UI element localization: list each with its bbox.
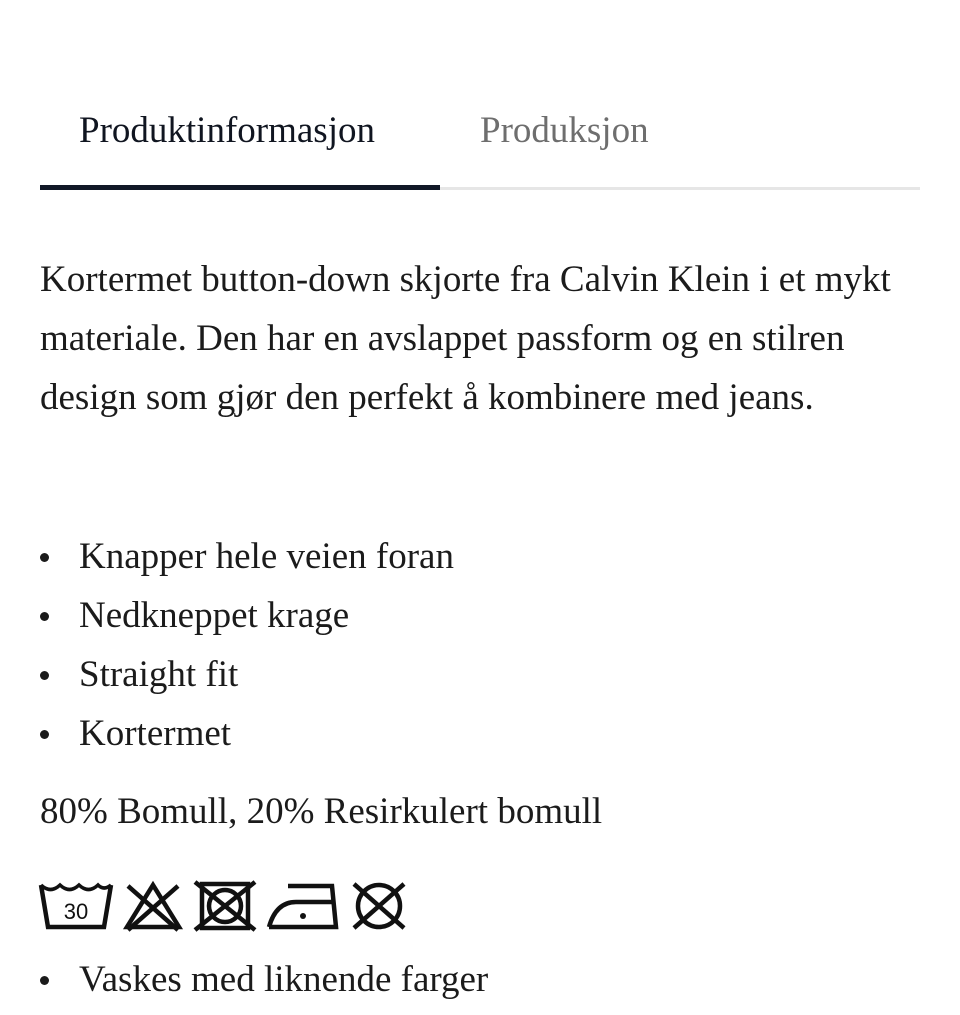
list-item bbox=[40, 586, 920, 645]
feature-list bbox=[40, 527, 920, 763]
list-item bbox=[40, 704, 920, 763]
bullet-icon bbox=[40, 976, 49, 985]
care-text: Vaskes med liknende farger bbox=[79, 959, 489, 1000]
wash-30-icon bbox=[38, 880, 114, 932]
iron-low-icon bbox=[266, 880, 340, 932]
feature-text: Nedkneppet krage bbox=[79, 595, 350, 636]
wash-temp-label: 30 bbox=[63, 899, 89, 924]
tab-produksjon[interactable]: Produksjon bbox=[480, 110, 649, 151]
do-not-dry-clean-icon bbox=[348, 880, 410, 932]
do-not-tumble-dry-icon bbox=[192, 880, 258, 932]
list-item bbox=[40, 527, 920, 586]
tab-produktinformasjon[interactable]: Produktinformasjon bbox=[40, 96, 440, 190]
bullet-icon bbox=[40, 553, 49, 562]
product-description: Kortermet button-down skjorte fra Calvin Klein i et mykt materiale. Den har en avslappet passform og en stilren design som gjør den perfekt å kombinere med jeans. bbox=[40, 259, 891, 418]
do-not-bleach-icon bbox=[122, 880, 184, 932]
care-symbols bbox=[38, 878, 418, 934]
bullet-icon bbox=[40, 671, 49, 680]
feature-text: Straight fit bbox=[79, 654, 239, 695]
bullet-icon bbox=[40, 730, 49, 739]
list-item bbox=[40, 645, 920, 704]
tab-bar bbox=[40, 96, 920, 190]
material-composition: 80% Bomull, 20% Resirkulert bomull bbox=[40, 791, 603, 832]
bullet-icon bbox=[40, 612, 49, 621]
list-item bbox=[40, 950, 920, 1009]
feature-text: Kortermet bbox=[79, 713, 232, 754]
care-instructions bbox=[40, 950, 920, 1009]
feature-text: Knapper hele veien foran bbox=[79, 536, 454, 577]
